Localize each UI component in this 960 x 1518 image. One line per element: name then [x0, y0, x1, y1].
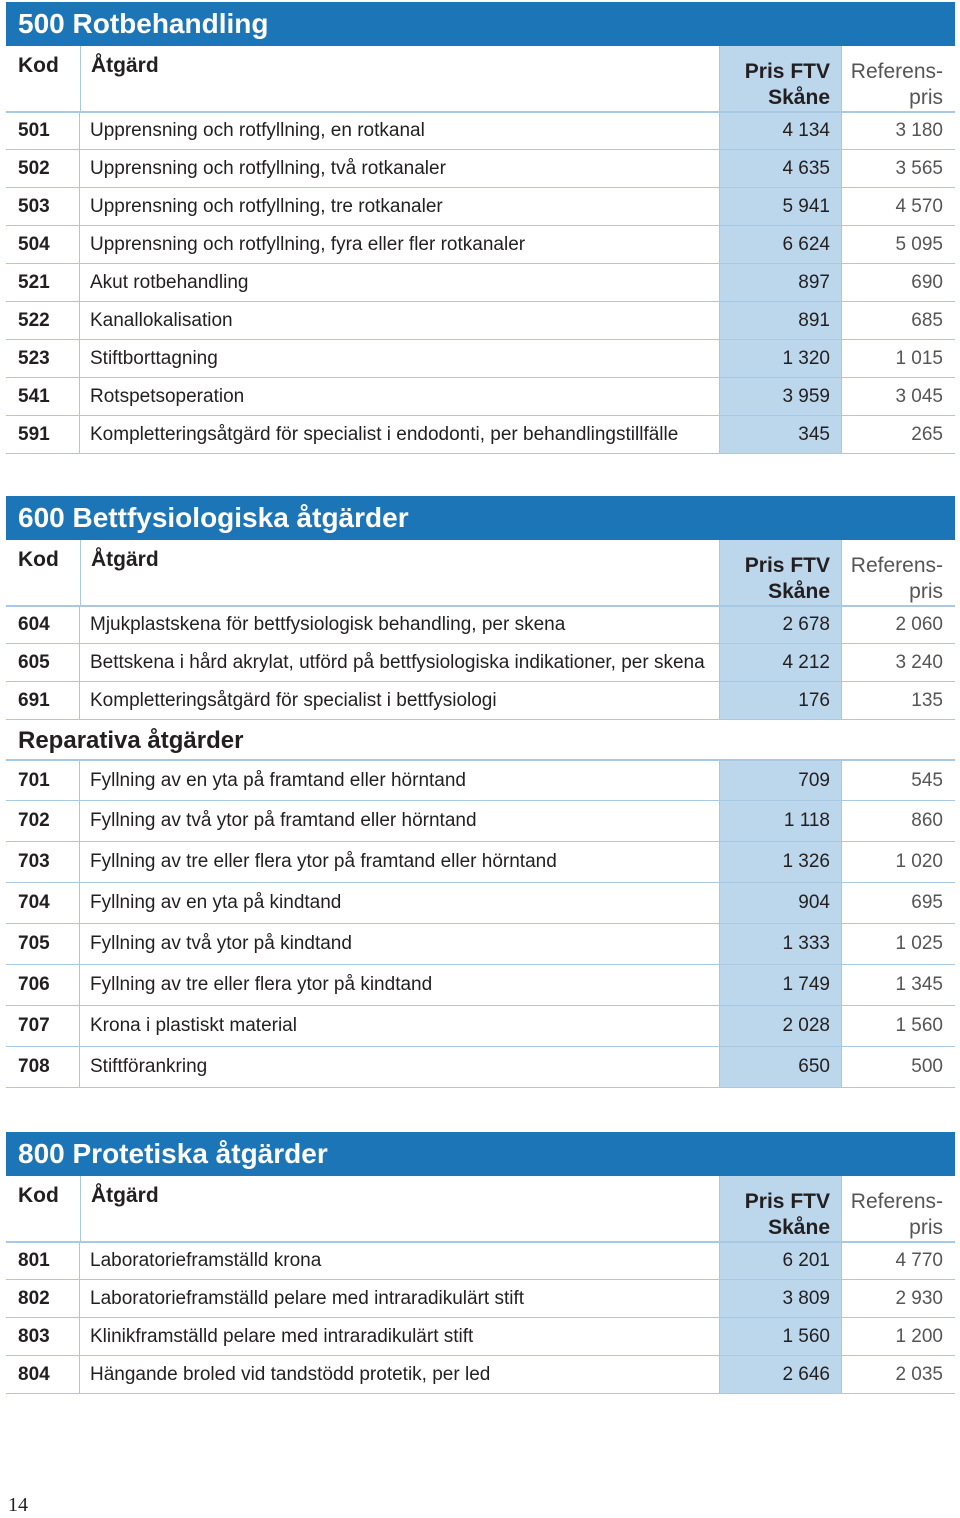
row-referenspris: 690 — [911, 271, 943, 293]
table-body — [6, 760, 955, 1088]
row-pris-ftv: 6 624 — [719, 226, 842, 263]
header-pris-ftv-line1: Pris FTV — [744, 1190, 830, 1213]
row-referenspris: 3 240 — [895, 651, 943, 673]
row-pris-ftv: 650 — [719, 1047, 842, 1087]
table-row — [6, 801, 955, 842]
row-pris-ftv: 4 212 — [719, 644, 842, 681]
row-referenspris: 500 — [911, 1056, 943, 1077]
row-name: Krona i plastiskt material — [90, 1015, 297, 1036]
table-row — [6, 760, 955, 801]
row-code: 704 — [6, 883, 80, 923]
row-code: 504 — [6, 226, 80, 263]
table-row — [6, 644, 955, 682]
row-code: 605 — [6, 644, 80, 681]
row-name: Fyllning av tre eller flera ytor på kindtand — [90, 974, 433, 995]
row-pris-ftv: 1 320 — [719, 340, 842, 377]
table-row — [6, 924, 955, 965]
table-row — [6, 302, 955, 340]
table-row — [6, 264, 955, 302]
row-referenspris: 1 560 — [895, 1015, 943, 1036]
header-ref-line2: pris — [909, 580, 943, 603]
header-kod: Kod — [18, 54, 59, 77]
header-referenspris — [842, 540, 955, 605]
table-row — [6, 606, 955, 644]
section-500 — [6, 2, 955, 454]
table-row — [6, 1047, 955, 1088]
header-pris-ftv-line1: Pris FTV — [744, 60, 830, 83]
header-pris-ftv-line2: Skåne — [768, 86, 830, 109]
table-row — [6, 226, 955, 264]
row-referenspris: 135 — [911, 689, 943, 711]
row-pris-ftv: 2 028 — [719, 1006, 842, 1046]
row-name: Stiftförankring — [90, 1056, 208, 1077]
page-number: 14 — [8, 1494, 28, 1516]
row-pris-ftv: 6 201 — [719, 1243, 842, 1279]
row-code: 804 — [6, 1356, 80, 1393]
row-pris-ftv: 904 — [719, 883, 842, 923]
row-pris-ftv: 3 959 — [719, 378, 842, 415]
header-ref-line2: pris — [909, 1216, 943, 1239]
table-row — [6, 378, 955, 416]
row-referenspris: 1 025 — [895, 933, 943, 954]
row-name: Kompletteringsåtgärd för specialist i bettfysiologi — [90, 689, 497, 711]
row-name: Upprensning och rotfyllning, två rotkanaler — [90, 157, 446, 179]
row-code: 705 — [6, 924, 80, 964]
row-referenspris: 1 015 — [895, 347, 943, 369]
header-kod: Kod — [18, 548, 59, 571]
row-referenspris: 3 045 — [895, 385, 943, 407]
row-referenspris: 2 930 — [895, 1287, 943, 1309]
row-name: Fyllning av två ytor på kindtand — [90, 933, 352, 954]
row-pris-ftv: 1 333 — [719, 924, 842, 964]
table-row — [6, 682, 955, 720]
table-row — [6, 150, 955, 188]
header-ref-line2: pris — [909, 86, 943, 109]
row-code: 502 — [6, 150, 80, 187]
row-name: Fyllning av två ytor på framtand eller hörntand — [90, 810, 477, 831]
table-row — [6, 1006, 955, 1047]
section-600 — [6, 496, 955, 1088]
header-atgard: Åtgärd — [80, 540, 719, 605]
row-name: Fyllning av en yta på kindtand — [90, 892, 342, 913]
header-pris-ftv-line2: Skåne — [768, 580, 830, 603]
row-code: 706 — [6, 965, 80, 1005]
row-pris-ftv: 4 635 — [719, 150, 842, 187]
header-atgard: Åtgärd — [80, 46, 719, 111]
row-pris-ftv: 5 941 — [719, 188, 842, 225]
table-body — [6, 1242, 955, 1394]
row-name: Laboratorieframställd krona — [90, 1250, 322, 1271]
row-code: 702 — [6, 801, 80, 841]
row-code: 803 — [6, 1318, 80, 1355]
section-title: 600 Bettfysiologiska åtgärder — [6, 496, 955, 540]
table-header — [6, 46, 955, 112]
header-ref-line1: Referens- — [850, 60, 943, 83]
row-code: 521 — [6, 264, 80, 301]
table-row — [6, 188, 955, 226]
row-name: Stiftborttagning — [90, 347, 218, 369]
row-referenspris: 4 770 — [895, 1250, 943, 1271]
row-name: Fyllning av en yta på framtand eller hörntand — [90, 769, 466, 791]
header-pris-ftv-line1: Pris FTV — [744, 554, 830, 577]
row-pris-ftv: 1 118 — [719, 801, 842, 841]
table-row — [6, 1280, 955, 1318]
header-atgard: Åtgärd — [80, 1176, 719, 1241]
header-ref-line1: Referens- — [850, 1190, 943, 1213]
table-row — [6, 1242, 955, 1280]
row-referenspris: 265 — [911, 423, 943, 445]
table-row — [6, 842, 955, 883]
header-ref-line1: Referens- — [850, 554, 943, 577]
row-pris-ftv: 345 — [719, 416, 842, 453]
row-name: Upprensning och rotfyllning, en rotkanal — [90, 120, 425, 141]
row-pris-ftv: 176 — [719, 682, 842, 719]
row-referenspris: 685 — [911, 309, 943, 331]
row-pris-ftv: 4 134 — [719, 113, 842, 149]
row-code: 701 — [6, 761, 80, 800]
row-name: Kompletteringsåtgärd för specialist i endodonti, per behandlingstillfälle — [90, 423, 679, 445]
row-code: 523 — [6, 340, 80, 377]
row-name: Hängande broled vid tandstödd protetik, per led — [90, 1363, 491, 1385]
table-header — [6, 540, 955, 606]
row-pris-ftv: 2 646 — [719, 1356, 842, 1393]
table-row — [6, 416, 955, 454]
row-code: 703 — [6, 842, 80, 882]
row-pris-ftv: 891 — [719, 302, 842, 339]
row-name: Upprensning och rotfyllning, fyra eller fler rotkanaler — [90, 233, 526, 255]
row-code: 522 — [6, 302, 80, 339]
table-row — [6, 1318, 955, 1356]
header-referenspris — [842, 46, 955, 111]
row-code: 604 — [6, 607, 80, 643]
table-header — [6, 1176, 955, 1242]
row-code: 691 — [6, 682, 80, 719]
row-name: Laboratorieframställd pelare med intraradikulärt stift — [90, 1287, 525, 1309]
row-referenspris: 1 200 — [895, 1325, 943, 1347]
row-code: 501 — [6, 113, 80, 149]
row-referenspris: 1 020 — [895, 851, 943, 872]
row-pris-ftv: 1 749 — [719, 965, 842, 1005]
row-name: Kanallokalisation — [90, 309, 233, 331]
table-row — [6, 340, 955, 378]
row-referenspris: 695 — [911, 892, 943, 913]
row-name: Rotspetsoperation — [90, 385, 245, 407]
row-referenspris: 1 345 — [895, 974, 943, 995]
header-pris-ftv-line2: Skåne — [768, 1216, 830, 1239]
table-row — [6, 883, 955, 924]
row-pris-ftv: 709 — [719, 761, 842, 800]
row-code: 503 — [6, 188, 80, 225]
table-body — [6, 112, 955, 454]
row-referenspris: 2 035 — [895, 1363, 943, 1385]
row-referenspris: 4 570 — [895, 195, 943, 217]
row-referenspris: 3 180 — [895, 120, 943, 141]
header-kod: Kod — [18, 1184, 59, 1207]
table-row — [6, 112, 955, 150]
row-pris-ftv: 2 678 — [719, 607, 842, 643]
header-referenspris — [842, 1176, 955, 1241]
table-row — [6, 965, 955, 1006]
row-referenspris: 2 060 — [895, 614, 943, 635]
header-pris-ftv — [719, 1176, 842, 1241]
row-code: 708 — [6, 1047, 80, 1087]
table-body — [6, 606, 955, 720]
row-pris-ftv: 897 — [719, 264, 842, 301]
row-pris-ftv: 3 809 — [719, 1280, 842, 1317]
row-referenspris: 3 565 — [895, 157, 943, 179]
table-row — [6, 1356, 955, 1394]
section-title: 500 Rotbehandling — [6, 2, 955, 46]
section-800 — [6, 1132, 955, 1394]
subsection-title: Reparativa åtgärder — [6, 720, 955, 760]
row-name: Fyllning av tre eller flera ytor på framtand eller hörntand — [90, 851, 557, 872]
row-pris-ftv: 1 560 — [719, 1318, 842, 1355]
section-title: 800 Protetiska åtgärder — [6, 1132, 955, 1176]
row-pris-ftv: 1 326 — [719, 842, 842, 882]
row-code: 541 — [6, 378, 80, 415]
row-code: 801 — [6, 1243, 80, 1279]
header-pris-ftv — [719, 46, 842, 111]
header-pris-ftv — [719, 540, 842, 605]
row-code: 707 — [6, 1006, 80, 1046]
row-name: Bettskena i hård akrylat, utförd på bettfysiologiska indikationer, per skena — [90, 651, 705, 673]
row-code: 591 — [6, 416, 80, 453]
row-referenspris: 5 095 — [895, 233, 943, 255]
row-referenspris: 545 — [911, 769, 943, 791]
row-referenspris: 860 — [911, 810, 943, 831]
row-name: Akut rotbehandling — [90, 271, 249, 293]
row-code: 802 — [6, 1280, 80, 1317]
row-name: Upprensning och rotfyllning, tre rotkanaler — [90, 195, 443, 217]
row-name: Mjukplastskena för bettfysiologisk behandling, per skena — [90, 614, 566, 635]
row-name: Klinikframställd pelare med intraradikulärt stift — [90, 1325, 474, 1347]
